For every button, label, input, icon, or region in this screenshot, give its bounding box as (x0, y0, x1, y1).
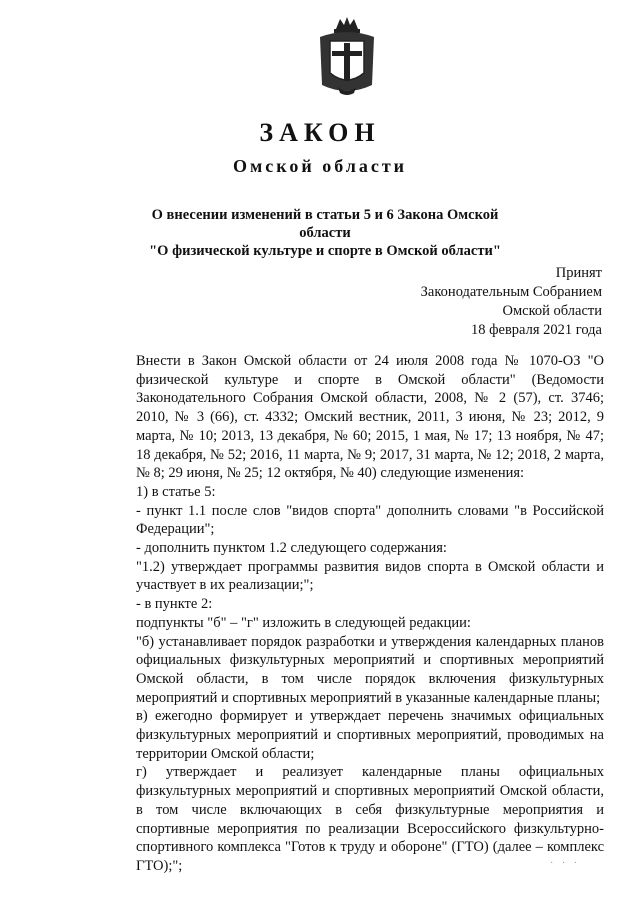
adoption-line: Законодательным Собранием (420, 284, 602, 300)
page-mark: · · · (550, 858, 580, 869)
body-paragraph: - дополнить пунктом 1.2 следующего содержания: (136, 540, 447, 557)
law-heading-line: О внесении изменений в статьи 5 и 6 Закона Омской области (151, 207, 499, 241)
adoption-date: 18 февраля 2021 года (470, 322, 602, 338)
adoption-line: Принят (555, 265, 602, 281)
adoption-block (421, 264, 602, 340)
law-heading (130, 206, 520, 260)
body-paragraph: 1) в статье 5: (136, 483, 216, 500)
body-paragraph: г) утверждает и реализует календарные планы официальных физкультурных мероприятий и спортивных мероприятий Омской области, в том числе включающих в себя физкультурные мероприятия и спортивные мероприятия по реализации Всероссийского физкультурно-спортивного комплекса "Готов к труду и обороне" (ГТО) (далее – комплекс ГТО);"; (136, 764, 604, 874)
law-heading-line: "О физической культуре и спорте в Омской области" (149, 243, 501, 259)
document-subtitle: Омской области (232, 156, 408, 176)
document-body (120, 352, 604, 876)
document-title: ЗАКОН (259, 118, 381, 147)
adoption-line: Омской области (502, 303, 602, 319)
body-paragraph: "б) устанавливает порядок разработки и утверждения календарных планов официальных физкультурных мероприятий и спортивных мероприятий Омской области, в том числе порядок включения физкультурных мероприятий и спортивных мероприятий в указанные календарные планы; (136, 633, 604, 706)
body-paragraph: подпункты "б" – "г" изложить в следующей редакции: (136, 614, 471, 631)
body-paragraph: - пункт 1.1 после слов "видов спорта" дополнить словами "в Российской Федерации"; (136, 502, 604, 538)
body-paragraph: "1.2) утверждает программы развития видов спорта в Омской области и участвует в их реализации;"; (136, 558, 604, 594)
coat-of-arms-emblem (314, 15, 380, 99)
body-paragraph: Внести в Закон Омской области от 24 июля 2008 года № 1070-ОЗ "О физической культуре и спорте в Омской области" (Ведомости Законодательного Собрания Омской области, 2008, № 2 (57), ст. 3746; 2010, № 3 (66), ст. 4332; Омский вестник, 2011, 3 июня, № 23; 2012, 9 марта, № 10; 2013, 13 декабря, № 60; 2015, 1 мая, № 17; 13 ноября, № 47; 18 декабря, № 52; 2016, 11 марта, № 9; 2017, 31 марта, № 12; 2018, 2 марта, № 8; 29 июня, № 25; 12 октября, № 40) следующие изменения: (136, 353, 604, 482)
body-paragraph: - в пункте 2: (136, 596, 213, 613)
body-paragraph: в) ежегодно формирует и утверждает перечень значимых официальных физкультурных мероприятий и спортивных мероприятий, проводимых на территории Омской области; (136, 708, 604, 762)
